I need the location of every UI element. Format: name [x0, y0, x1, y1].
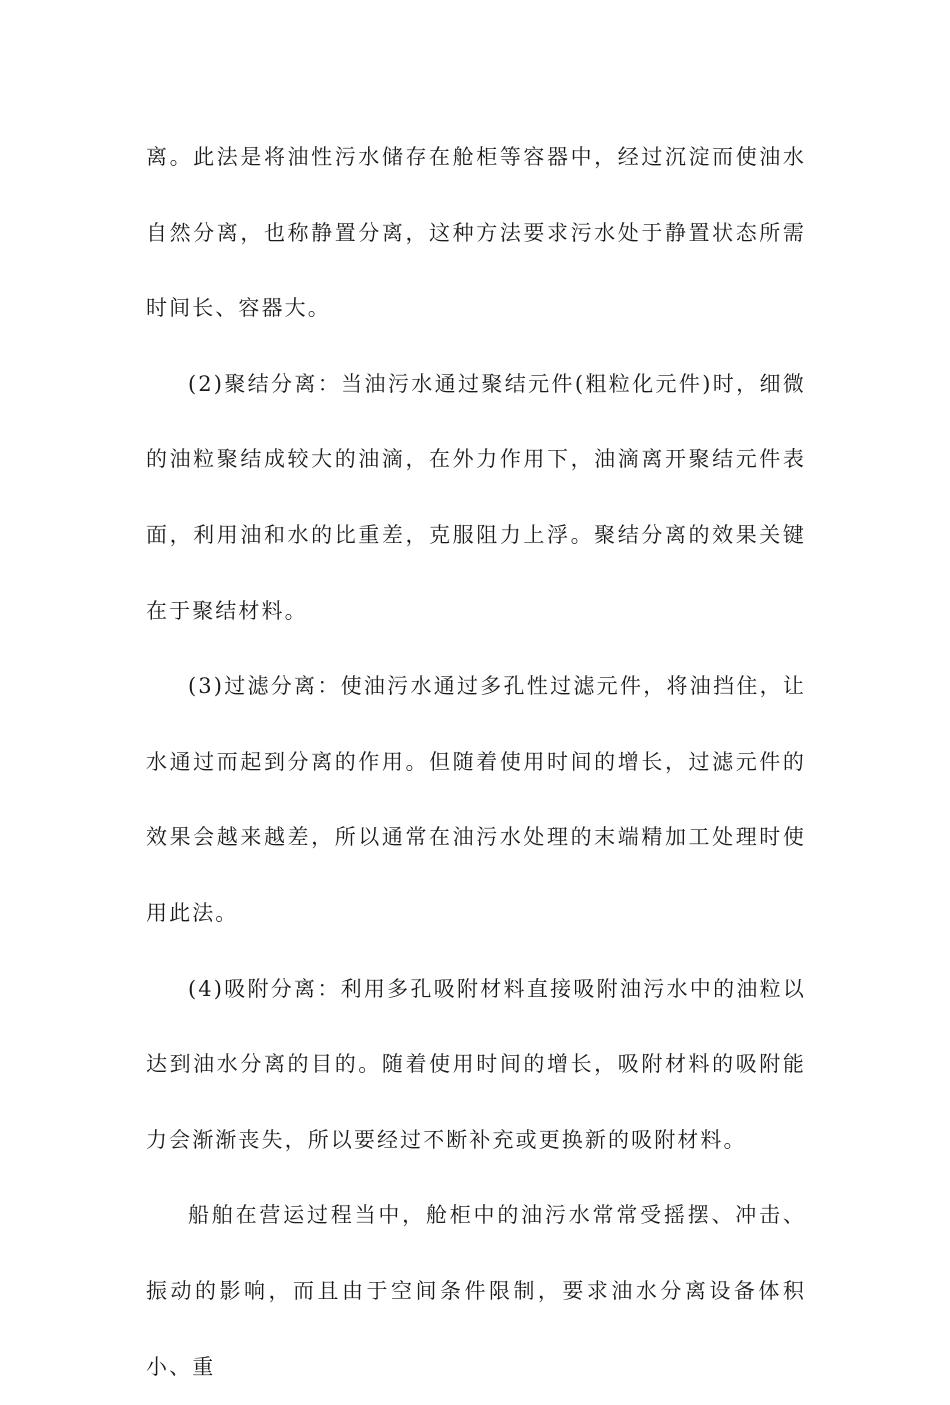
paragraph-ship-operation: 船舶在营运过程当中，舱柜中的油污水常常受摇摆、冲击、振动的影响，而且由于空间条件限制，要求油水分离设备体积小、重 [146, 1203, 806, 1379]
paragraph-filtration-separation: (3)过滤分离：使油污水通过多孔性过滤元件，将油挡住，让水通过而起到分离的作用。但随着使用时间的增长，过滤元件的效果会越来越差，所以通常在油污水处理的末端精加工处理时使用此法。 [146, 674, 806, 925]
document-page [146, 120, 806, 1405]
paragraph-adsorption-separation: (4)吸附分离：利用多孔吸附材料直接吸附油污水中的油粒以达到油水分离的目的。随着使用时间的增长，吸附材料的吸附能力会渐渐丧失，所以要经过不断补充或更换新的吸附材料。 [146, 976, 806, 1152]
paragraph-coalescing-separation: (2)聚结分离：当油污水通过聚结元件(粗粒化元件)时，细微的油粒聚结成较大的油滴，在外力作用下，油滴离开聚结元件表面，利用油和水的比重差，克服阻力上浮。聚结分离的效果关键在于聚结材料。 [146, 371, 806, 623]
paragraph-static-separation-cont: 离。此法是将油性污水储存在舱柜等容器中，经过沉淀而使油水自然分离，也称静置分离，这种方法要求污水处于静置状态所需时间长、容器大。 [146, 145, 806, 321]
